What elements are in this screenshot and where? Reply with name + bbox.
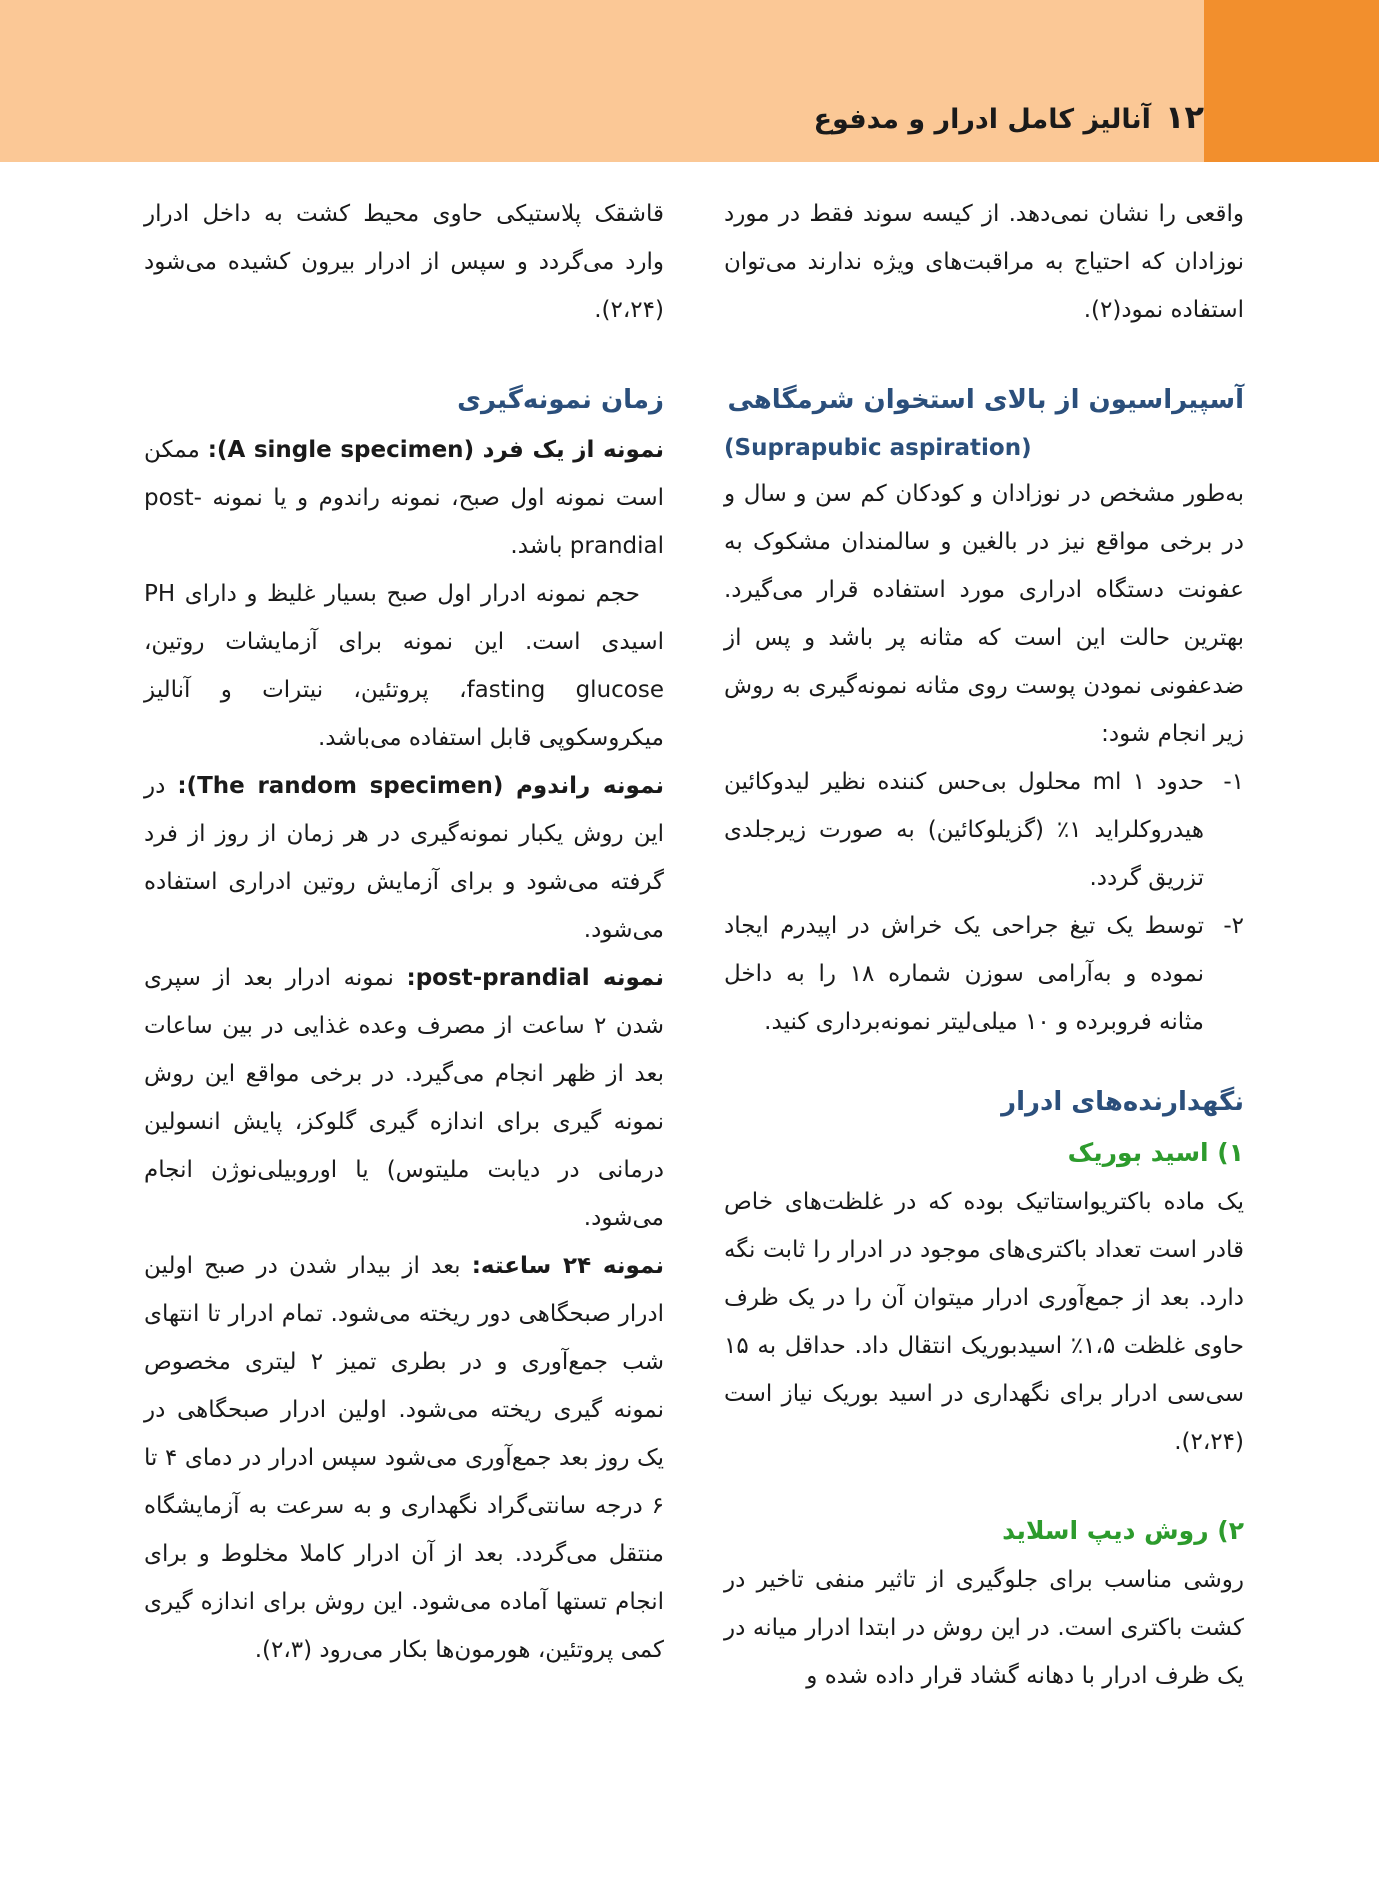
page-tab-accent	[1204, 0, 1379, 162]
step-number: ۲-	[1223, 913, 1244, 939]
term-postprandial: نمونه post-prandial:	[406, 965, 664, 991]
list-item	[724, 902, 1244, 1046]
paragraph-dipslide-cont: قاشقک پلاستیکی حاوی محیط کشت به داخل ادرار وارد می‌گردد و سپس از ادرار بیرون کشیده می‌شود (۲،۲۴).	[144, 201, 664, 323]
running-header	[604, 98, 1204, 136]
left-column	[144, 190, 664, 1674]
heading-sampling-time: زمان نمونه‌گیری	[457, 385, 664, 415]
text-24h: بعد از بیدار شدن در صبح اولین ادرار صبحگاهی دور ریخته می‌شود. تمام ادرار تا انتهای شب جمع‌آوری و در بطری تمیز ۲ لیتری مخصوص نمونه گیری ریخته می‌شود. اولین ادرار صبحگاهی در یک روز بعد جمع‌آوری می‌شود سپس ادرار در دمای ۴ تا ۶ درجه سانتی‌گراد نگهداری و به سرعت به آزمایشگاه منتقل می‌گردد. بعد از آن ادرار کاملا مخلوط و برای انجام تستها آماده می‌شود. این روش برای اندازه گیری کمی پروتئین، هورمون‌ها بکار می‌رود (۲،۳).	[144, 1253, 664, 1663]
running-title: آنالیز کامل ادرار و مدفوع	[813, 104, 1151, 135]
heading-suprapubic-en: (Suprapubic aspiration)	[724, 435, 1032, 461]
step-text: توسط یک تیغ جراحی یک خراش در اپیدرم ایجاد نموده و به‌آرامی سوزن شماره ۱۸ را به داخل مثانه فروبرده و ۱۰ میلی‌لیتر نمونه‌برداری کنید.	[724, 913, 1205, 1035]
paragraph-morning-specimen: حجم نمونه ادرار اول صبح بسیار غلیظ و دارای PH اسیدی است. این نمونه برای آزمایشات روتین، fasting glucose، پروتئین، نیترات و آنالیز میکروسکوپی قابل استفاده می‌باشد.	[144, 581, 664, 751]
term-24h: نمونه ۲۴ ساعته:	[471, 1253, 664, 1279]
paragraph-postprandial	[144, 954, 664, 1242]
right-column	[724, 190, 1244, 1700]
text-random-specimen: در این روش یکبار نمونه‌گیری در هر زمان از روز از فرد گرفته می‌شود و برای آزمایش روتین ادراری استفاده می‌شود.	[144, 773, 664, 943]
procedure-steps	[724, 758, 1244, 1046]
paragraph-suprapubic: به‌طور مشخص در نوزادان و کودکان کم سن و سال و در برخی مواقع نیز در بالغین و سالمندان مشکوک به عفونت دستگاه ادراری مورد استفاده قرار می‌گیرد. بهترین حالت این است که مثانه پر باشد و پس از ضدعفونی نمودن پوست روی مثانه نمونه‌گیری به روش زیر انجام شود:	[724, 481, 1244, 747]
step-text: حدود ۱ ml محلول بی‌حس کننده نظیر لیدوکائین هیدروکلراید ۱٪ (گزیلوکائین) به صورت زیرجلدی تزریق گردد.	[724, 769, 1204, 891]
text-single-specimen: ممکن است نمونه اول صبح، نمونه راندوم و یا نمونه post-prandial باشد.	[144, 437, 664, 559]
paragraph-single-specimen	[144, 426, 664, 570]
paragraph-24h	[144, 1242, 664, 1674]
text-postprandial: نمونه ادرار بعد از سپری شدن ۲ ساعت از مصرف وعده غذایی در بین ساعات بعد از ظهر انجام می‌گیرد. در برخی مواقع این روش نمونه گیری برای اندازه گیری گلوکز، پایش انسولین درمانی در دیابت ملیتوس) یا اوروبیلی‌نوژن انجام می‌شود.	[144, 965, 664, 1231]
list-item	[724, 758, 1244, 902]
paragraph-catheter: واقعی را نشان نمی‌دهد. از کیسه سوند فقط در مورد نوزادان که احتیاج به مراقبت‌های ویژه ندارند می‌توان استفاده نمود(۲).	[724, 201, 1244, 323]
heading-suprapubic: آسپیراسیون از بالای استخوان شرمگاهی	[727, 385, 1244, 415]
paragraph-random-specimen	[144, 762, 664, 954]
page-number: ۱۲	[1164, 98, 1204, 136]
heading-dipslide: ۲) روش دیپ اسلاید	[1002, 1516, 1244, 1545]
paragraph-boric-acid: یک ماده باکتریواستاتیک بوده که در غلظت‌های خاص قادر است تعداد باکتری‌های موجود در ادرار را ثابت نگه دارد. بعد از جمع‌آوری ادرار میتوان آن را در یک ظرف حاوی غلظت ۱،۵٪ اسیدبوریک انتقال داد. حداقل به ۱۵ سی‌سی ادرار برای نگهداری در اسید بوریک نیاز است (۲،۲۴).	[724, 1189, 1244, 1455]
term-single-specimen: نمونه از یک فرد (A single specimen):	[207, 437, 665, 463]
heading-preservatives: نگهدارنده‌های ادرار	[1001, 1087, 1244, 1117]
heading-boric-acid: ۱) اسید بوریک	[1067, 1138, 1244, 1167]
term-random-specimen: نمونه راندوم (The random specimen):	[177, 773, 664, 799]
paragraph-dipslide: روشی مناسب برای جلوگیری از تاثیر منفی تاخیر در کشت باکتری است. در این روش در ابتدا ادرار میانه در یک ظرف ادرار با دهانه گشاد قرار داده شده و	[724, 1567, 1244, 1689]
page-header-band	[0, 0, 1379, 162]
step-number: ۱-	[1223, 769, 1244, 795]
